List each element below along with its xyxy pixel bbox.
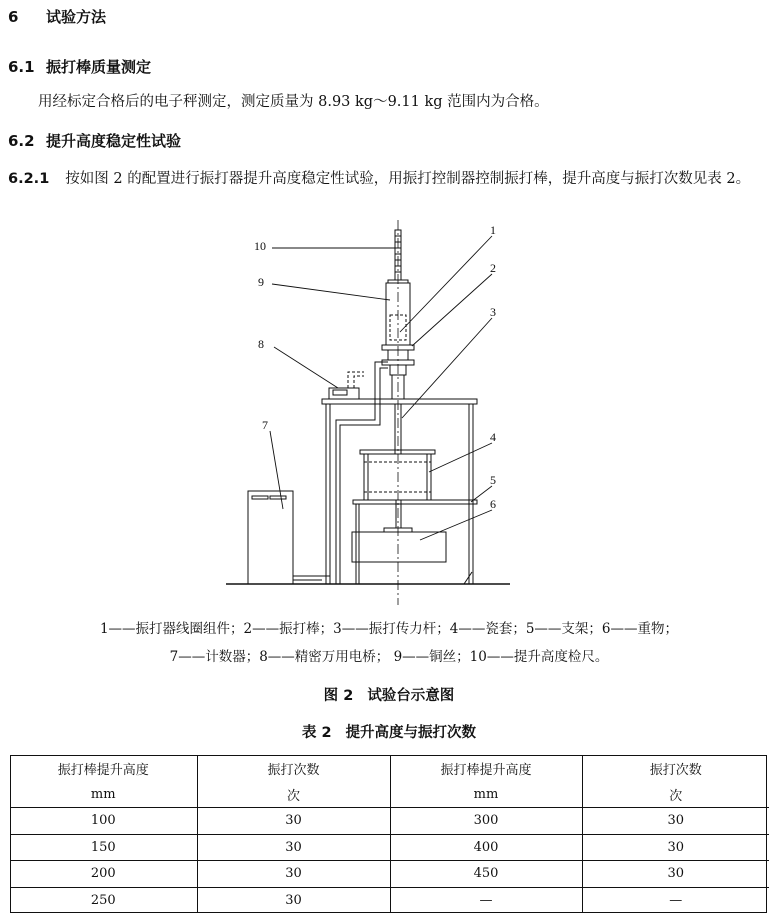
test-bench-diagram (0, 210, 778, 610)
table-row (10, 834, 769, 861)
table-cell: 30 (197, 887, 390, 913)
weight-block (352, 528, 446, 562)
table-unit-row (10, 781, 769, 808)
header-rap-count: 振打次数 (582, 755, 769, 781)
callout-10: 10 (254, 239, 266, 253)
porcelain-sleeve (360, 450, 435, 500)
callout-3: 3 (490, 305, 496, 319)
header-unit: 次 (582, 781, 769, 808)
table-cell: 30 (582, 808, 769, 835)
callout-7: 7 (262, 418, 268, 432)
clause-text: 按如图 2 的配置进行振打器提升高度稳定性试验，用振打控制器控制振打棒，提升高度与振打次数见表 2。 (65, 171, 751, 187)
callout-5: 5 (490, 473, 496, 487)
header-lift-height: 振打棒提升高度 (57, 762, 149, 778)
table-header-row (10, 755, 769, 781)
table-row (10, 808, 769, 835)
section-number: 6.2 (8, 132, 35, 150)
table-cell: — (582, 887, 769, 913)
callout-9: 9 (258, 275, 264, 289)
table-cell: 300 (390, 808, 582, 835)
section-6-heading (8, 6, 106, 27)
callout-2: 2 (490, 261, 496, 275)
section-6-1-paragraph: 用经标定合格后的电子秤测定，测定质量为 8.93 kg～9.11 kg 范围内为合格。 (38, 94, 549, 110)
table-row (10, 887, 769, 913)
header-unit: 次 (197, 781, 390, 808)
figure-number: 图 2 (323, 688, 354, 704)
callout-4: 4 (490, 430, 496, 444)
table-cell: 30 (197, 834, 390, 861)
section-title: 振打棒质量测定 (46, 58, 152, 76)
section-title: 试验方法 (46, 8, 107, 26)
clause-number: 6.2.1 (8, 171, 50, 187)
figure-legend-line-2: 7——计数器；8——精密万用电桥； 9——铜丝；10——提升高度检尺。 (169, 649, 609, 665)
height-vs-count-table (10, 755, 769, 913)
table-cell: 30 (582, 834, 769, 861)
header-lift-height: 振打棒提升高度 (390, 755, 582, 781)
callout-leaders (270, 236, 492, 540)
section-6-1-heading (8, 56, 151, 77)
header-unit: mm (390, 781, 582, 808)
table-title (0, 721, 778, 742)
table-cell: 450 (390, 861, 582, 888)
table-cell: 150 (10, 834, 197, 861)
callout-8: 8 (258, 337, 264, 351)
table-title-text: 提升高度与振打次数 (345, 725, 477, 741)
height-gauge (395, 230, 401, 280)
section-6-2-heading (8, 130, 181, 151)
section-6-2-1-paragraph (8, 165, 774, 193)
section-number: 6.1 (8, 58, 35, 76)
callout-1: 1 (490, 223, 496, 237)
table-cell: 30 (197, 861, 390, 888)
table-cell: 30 (582, 861, 769, 888)
figure-title (0, 684, 778, 705)
callout-6: 6 (490, 497, 496, 511)
header-rap-count: 振打次数 (197, 755, 390, 781)
section-title: 提升高度稳定性试验 (46, 132, 182, 150)
figure-title-text: 试验台示意图 (367, 688, 455, 704)
header-unit: mm (90, 786, 116, 802)
table-number: 表 2 (301, 725, 332, 741)
table-cell: — (390, 887, 582, 913)
counter-cabinet (248, 491, 330, 584)
table-cell: 100 (10, 808, 197, 835)
table-row (10, 861, 769, 888)
table-cell: 250 (10, 887, 197, 913)
table-cell: 400 (390, 834, 582, 861)
table-cell: 30 (197, 808, 390, 835)
figure-legend-line-1: 1——振打器线圈组件；2——振打棒；3——振打传力杆；4——瓷套；5——支架；6——重物； (99, 621, 679, 637)
table-cell: 200 (10, 861, 197, 888)
section-number: 6 (8, 8, 19, 26)
